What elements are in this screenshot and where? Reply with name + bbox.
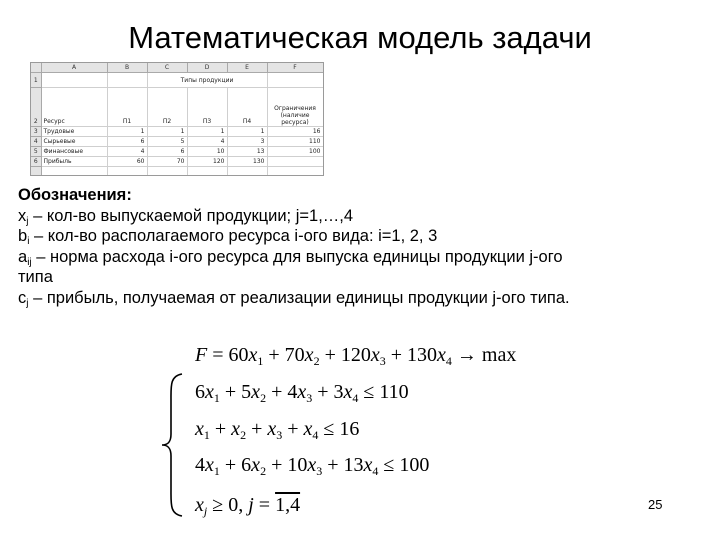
variable: x: [303, 418, 313, 440]
variable: x: [363, 454, 373, 476]
index-symbol: j: [203, 504, 208, 518]
variable: x: [248, 344, 258, 366]
subscript: i: [27, 236, 30, 247]
cell: [187, 167, 227, 177]
coefficient: + 70: [263, 344, 305, 366]
value-cell: 70: [147, 157, 187, 167]
variable: x: [267, 418, 277, 440]
coefficient: + 120: [319, 344, 371, 366]
coefficient: + 13: [322, 454, 364, 476]
resource-name-cell: Прибыль: [41, 157, 107, 167]
variable: x: [251, 454, 261, 476]
variable-index: 4: [372, 464, 379, 478]
definitions-block: [18, 185, 708, 308]
constraint-raw-materials: [195, 381, 409, 404]
variable: x: [304, 344, 314, 366]
column-header-a: A: [41, 63, 107, 73]
variable-index: 2: [260, 464, 267, 478]
page-number: 25: [648, 497, 663, 512]
variable: x: [205, 454, 214, 476]
coefficient: + 3: [312, 381, 344, 403]
spreadsheet-table: [30, 62, 324, 176]
variable-index: 3: [316, 464, 323, 478]
cell: [41, 73, 107, 88]
constraint-bound: ≤ 100: [378, 454, 430, 476]
variable: x: [231, 418, 241, 440]
value-cell: 6: [107, 137, 147, 147]
definition-text: – норма расхода i-ого ресурса для выпуска единицы продукции j-ого: [31, 247, 563, 266]
value-cell: 1: [227, 127, 267, 137]
variable-index: 4: [312, 428, 319, 442]
row-number: 1: [31, 73, 41, 88]
resource-name-cell: Финансовые: [41, 147, 107, 157]
coefficient: +: [246, 418, 268, 440]
variable-index: 1: [203, 428, 210, 442]
variable-index: 4: [352, 391, 359, 405]
product-header-cell: П3: [187, 88, 227, 127]
variable: x: [195, 494, 204, 516]
variable: x: [437, 344, 446, 366]
value-cell: 4: [187, 137, 227, 147]
cell: [147, 167, 187, 177]
value-cell: 13: [227, 147, 267, 157]
function-symbol: F: [195, 344, 208, 366]
value-cell: 1: [107, 127, 147, 137]
variable-index: 2: [260, 391, 267, 405]
corner-cell: [31, 63, 41, 73]
column-header-f: F: [267, 63, 323, 73]
cell: [267, 167, 323, 177]
variable-index: 1: [257, 354, 264, 368]
symbol: x: [18, 206, 27, 225]
coefficient: + 5: [219, 381, 252, 403]
definition-text: – кол-во выпускаемой продукции; j=1,…,4: [28, 206, 354, 225]
coefficient: + 130: [385, 344, 438, 366]
table-row: [31, 73, 323, 88]
variable: x: [251, 381, 261, 403]
coefficient: +: [209, 418, 232, 440]
slide-title: Математическая модель задачи: [128, 20, 592, 55]
value-cell: 4: [107, 147, 147, 157]
cell: [41, 167, 107, 177]
variable: x: [307, 454, 317, 476]
table-row: [31, 88, 323, 127]
table-row: [31, 137, 323, 147]
relation: ≥ 0,: [207, 494, 249, 516]
definitions-heading: Обозначения:: [18, 186, 132, 204]
definition-x: [18, 206, 708, 227]
column-header-d: D: [187, 63, 227, 73]
variable-index: 3: [306, 391, 313, 405]
variable: x: [205, 381, 214, 403]
value-cell: 120: [187, 157, 227, 167]
variable-index: 4: [445, 354, 452, 368]
variable-index: 2: [313, 354, 320, 368]
constraint-bound: ≤ 110: [358, 381, 409, 403]
variable-index: 3: [276, 428, 283, 442]
column-header-e: E: [227, 63, 267, 73]
definition-a: [18, 247, 708, 268]
value-cell: 3: [227, 137, 267, 147]
definition-c: [18, 288, 708, 309]
symbol: c: [18, 288, 27, 307]
variable-index: 1: [213, 391, 220, 405]
resource-name-cell: Трудовые: [41, 127, 107, 137]
value-cell: 1: [187, 127, 227, 137]
coefficient: +: [282, 418, 304, 440]
variable: x: [297, 381, 307, 403]
cell: [107, 167, 147, 177]
table-row: [31, 127, 323, 137]
limit-cell: [267, 157, 323, 167]
objective-direction: → max: [451, 344, 517, 366]
row-number: 5: [31, 147, 41, 157]
coefficient: + 6: [219, 454, 252, 476]
group-header-cell: Типы продукции: [147, 73, 267, 88]
cell: [107, 73, 147, 88]
variable-index: 2: [240, 428, 247, 442]
symbol: b: [18, 227, 28, 245]
index-variable: j: [248, 494, 254, 516]
table-row: [31, 157, 323, 167]
coefficient: 4: [195, 454, 205, 476]
value-cell: 60: [107, 157, 147, 167]
subscript: ij: [27, 256, 32, 268]
definition-text: – кол-во располагаемого ресурса i-ого вида: i=1, 2, 3: [29, 227, 438, 245]
value-cell: 1: [147, 127, 187, 137]
value-cell: 5: [147, 137, 187, 147]
subscript: j: [26, 297, 29, 309]
index-range: 1,4: [275, 494, 301, 516]
variable: x: [343, 381, 353, 403]
subscript: j: [26, 215, 29, 227]
variable: x: [195, 418, 204, 440]
constraint-financial: [195, 454, 429, 477]
equals-sign: =: [253, 494, 276, 516]
definition-text: – прибыль, получаемая от реализации единицы продукции j-ого типа.: [28, 288, 570, 307]
cell: [267, 73, 323, 88]
limit-header-cell: Ограничения (наличие ресурса): [267, 88, 323, 127]
limit-cell: 110: [267, 137, 323, 147]
coefficient: + 10: [266, 454, 308, 476]
value-cell: 10: [187, 147, 227, 157]
coefficient: + 4: [266, 381, 298, 403]
row-number: 6: [31, 157, 41, 167]
value-cell: 130: [227, 157, 267, 167]
coefficient: = 60: [207, 344, 249, 366]
column-header-row: [31, 63, 323, 73]
column-header-b: B: [107, 63, 147, 73]
constraint-labor: [195, 418, 359, 441]
row-number: 2: [31, 88, 41, 127]
cell: [227, 167, 267, 177]
table-row: [31, 147, 323, 157]
definition-b: [18, 226, 708, 247]
limit-cell: 100: [267, 147, 323, 157]
variable-index: 3: [379, 354, 386, 368]
resource-header-cell: Ресурс: [41, 88, 107, 127]
coefficient: 6: [195, 381, 205, 403]
system-brace-icon: [158, 372, 188, 518]
product-header-cell: П4: [227, 88, 267, 127]
row-number: [31, 167, 41, 177]
row-number: 4: [31, 137, 41, 147]
resource-name-cell: Сырьевые: [41, 137, 107, 147]
variable: x: [370, 344, 380, 366]
constraint-bound: ≤ 16: [318, 418, 360, 440]
product-header-cell: П1: [107, 88, 147, 127]
table-row: [31, 167, 323, 177]
objective-function: [195, 344, 516, 367]
limit-cell: 16: [267, 127, 323, 137]
definition-a-continued: типа: [18, 268, 53, 286]
constraint-nonnegativity: [195, 494, 300, 517]
column-header-c: C: [147, 63, 187, 73]
variable-index: 1: [213, 464, 220, 478]
product-header-cell: П2: [147, 88, 187, 127]
value-cell: 6: [147, 147, 187, 157]
symbol: a: [18, 247, 28, 266]
row-number: 3: [31, 127, 41, 137]
